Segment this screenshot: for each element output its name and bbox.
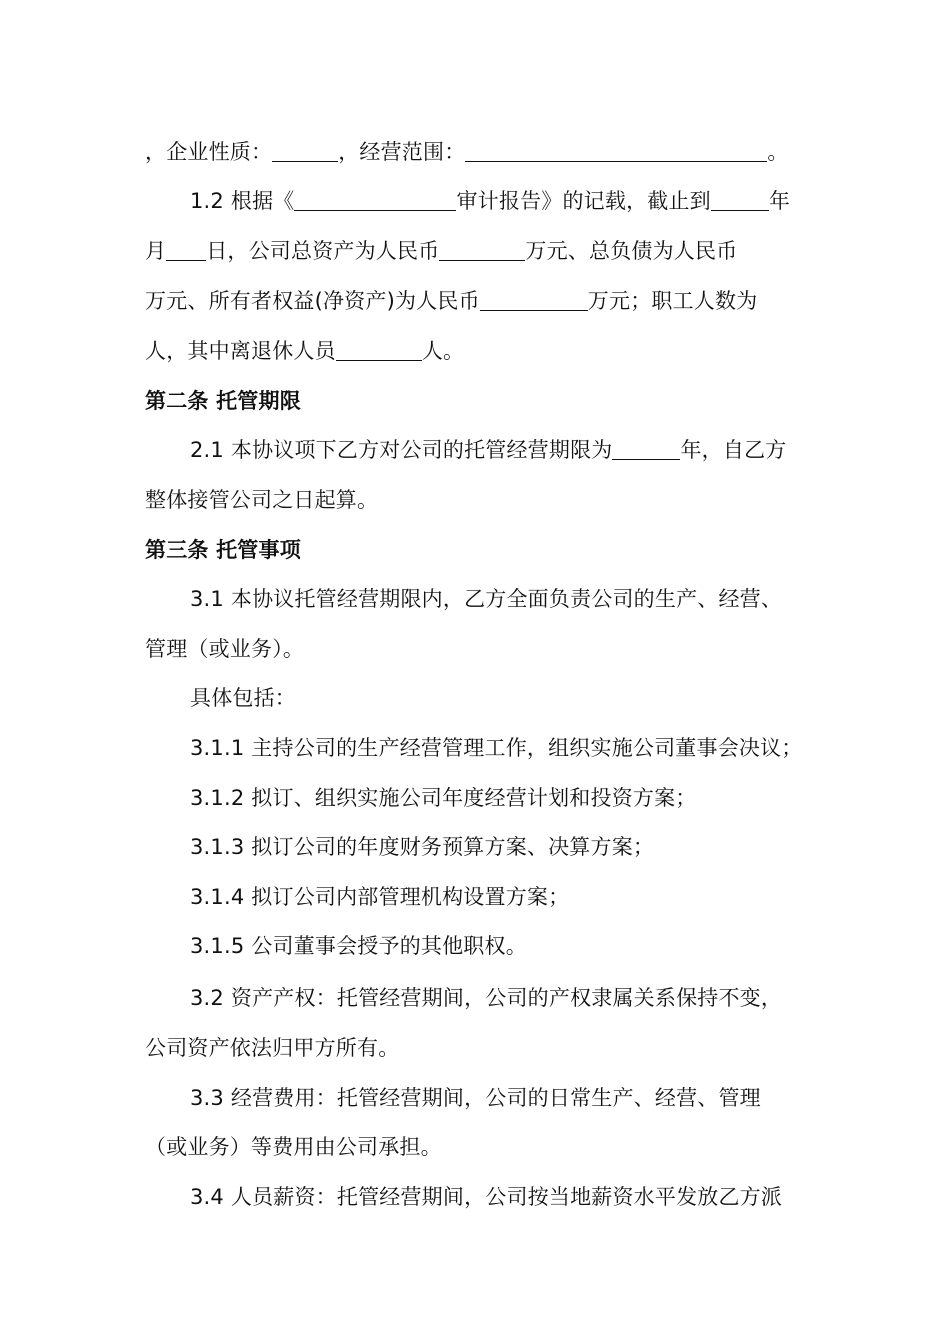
audit-report-prefix: 1.2 根据《 [190, 189, 295, 213]
year-label: 年 [768, 189, 791, 213]
total-liabilities-label: 万元、总负债为人民币 [525, 239, 738, 263]
clause-3-1-3: 3.1.3 拟订公司的年度财务预算方案、决算方案； [190, 835, 655, 859]
term-line [190, 435, 817, 465]
clause-3-2-text: 3.2 资产产权：托管经营期间，公司的产权隶属关系保持不变， [190, 986, 783, 1010]
clause-3-1-2: 3.1.2 拟订、组织实施公司年度经营计划和投资方案； [190, 786, 697, 810]
net-assets-blank [480, 288, 588, 311]
clause-3-1-5: 3.1.5 公司董事会授予的其他职权。 [190, 934, 527, 958]
total-assets-line [145, 236, 817, 266]
article-two-heading: 第二条 托管期限 [145, 389, 301, 413]
clause-3-1-continued: 管理（或业务）。 [145, 637, 305, 661]
year-blank [711, 188, 769, 211]
retired-staff-line [145, 336, 817, 366]
staff-count-label: 万元；职工人数为 [587, 289, 758, 313]
total-assets-label: 日，公司总资产为人民币 [206, 239, 440, 263]
enterprise-nature-blank [272, 139, 338, 162]
term-label: 2.1 本协议项下乙方对公司的托管经营期限为 [190, 438, 613, 462]
audit-report-suffix: 审计报告》的记载，截止到 [456, 189, 711, 213]
line-end-period: 。 [767, 140, 789, 164]
term-start-text: 整体接管公司之日起算。 [145, 488, 379, 512]
clause-3-4-text: 3.4 人员薪资：托管经营期间，公司按当地薪资水平发放乙方派 [190, 1185, 783, 1209]
term-years-blank [612, 437, 680, 460]
total-assets-blank [439, 238, 525, 261]
specifics-label: 具体包括： [190, 686, 296, 710]
audit-report-line [190, 186, 817, 216]
retired-staff-suffix: 人。 [421, 339, 465, 363]
retired-staff-label: 人，其中离退休人员 [145, 339, 336, 363]
article-three-heading: 第三条 托管事项 [145, 538, 301, 562]
enterprise-nature-label: ，企业性质： [145, 140, 273, 164]
net-assets-label: 万元、所有者权益(净资产)为人民币 [145, 289, 480, 313]
clause-3-3-text: 3.3 经营费用：托管经营期间，公司的日常生产、经营、管理 [190, 1086, 761, 1110]
clause-3-1-4: 3.1.4 拟订公司内部管理机构设置方案； [190, 885, 570, 909]
clause-3-1-1: 3.1.1 主持公司的生产经营管理工作，组织实施公司董事会决议； [190, 736, 803, 760]
net-assets-line [145, 286, 817, 316]
day-blank [166, 238, 206, 261]
clause-3-1-text: 3.1 本协议托管经营期限内，乙方全面负责公司的生产、经营、 [190, 587, 783, 611]
clause-3-3-continued: （或业务）等费用由公司承担。 [145, 1135, 442, 1159]
business-scope-label: ，经营范围： [338, 140, 466, 164]
month-label: 月 [145, 239, 167, 263]
clause-3-2-continued: 公司资产依法归甲方所有。 [145, 1036, 400, 1060]
business-scope-blank [465, 139, 767, 162]
term-suffix: 年，自乙方 [680, 438, 787, 462]
retired-staff-blank [336, 338, 422, 361]
audit-report-name-blank [294, 188, 456, 211]
enterprise-nature-line [145, 137, 817, 167]
